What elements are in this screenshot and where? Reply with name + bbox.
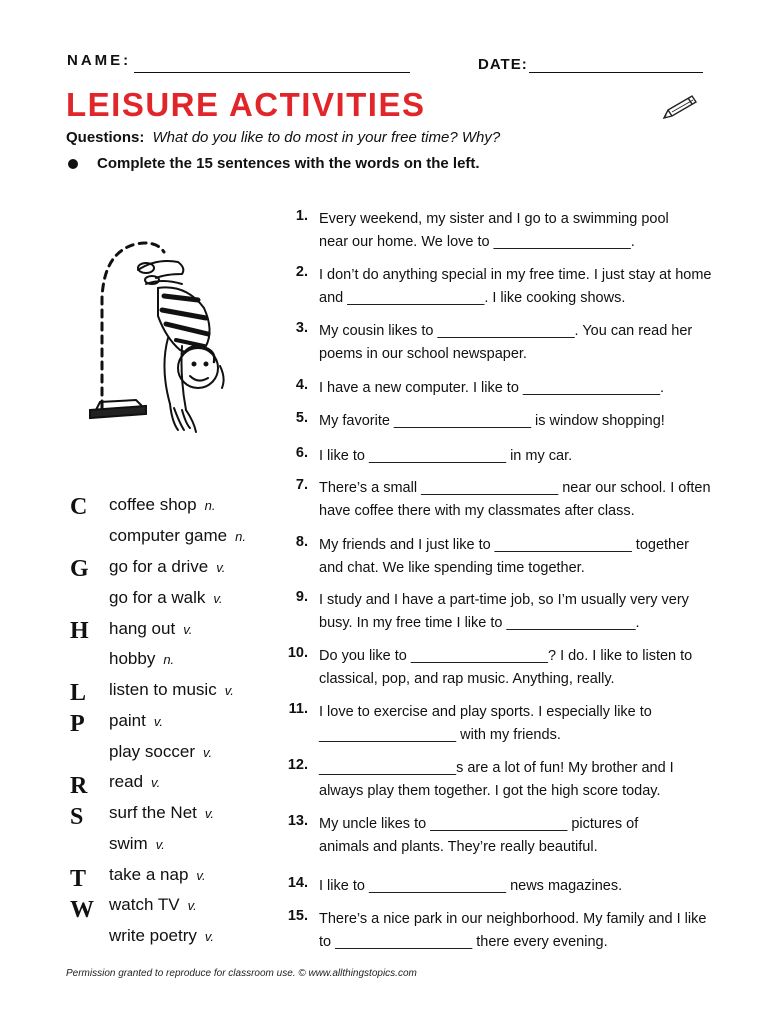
word: write poetry <box>109 926 197 945</box>
sentence-text: I study and I have a part-time job, so I’m usually very very busy. In my free time I like to ________________. <box>319 592 689 631</box>
sentence-text: Do you like to _________________? I do. I like to listen to classical, pop, and rap music. Anything, really. <box>319 648 693 687</box>
sentence-text: I like to _________________ in my car. <box>319 448 573 464</box>
part-of-speech: n. <box>163 652 175 667</box>
word-bank-item <box>109 895 197 915</box>
sentence-text: Every weekend, my sister and I go to a swimming pool near our home. We love to _________________. <box>319 211 669 250</box>
index-letter: T <box>70 866 87 892</box>
page-title: LEISURE ACTIVITIES <box>66 86 426 123</box>
word-bank-item <box>109 865 206 885</box>
name-label: NAME: <box>67 52 132 69</box>
footer-permission: Permission granted to reproduce for classroom use. © www.allthingstopics.com <box>66 968 417 979</box>
word: go for a walk <box>109 588 206 607</box>
part-of-speech: v. <box>204 929 215 944</box>
word: take a nap <box>109 865 189 884</box>
word: go for a drive <box>109 557 209 576</box>
word-bank-item <box>109 742 212 762</box>
questions-text: What do you like to do most in your free time? Why? <box>152 129 501 146</box>
sentence-text: There’s a small _________________ near our school. I often have coffee there with my classmates after class. <box>319 480 711 519</box>
index-letter: W <box>70 897 94 923</box>
sentence-number: 12. <box>287 757 308 773</box>
part-of-speech: v. <box>204 806 215 821</box>
part-of-speech: n. <box>204 498 216 513</box>
word-bank-item <box>109 495 215 515</box>
sentence-number: 2. <box>295 264 308 280</box>
sentence-number: 3. <box>295 320 308 336</box>
sentence-number: 15. <box>287 908 308 924</box>
word-bank-item <box>109 619 192 639</box>
sentence-number: 11. <box>288 701 308 717</box>
sentence-number: 7. <box>295 477 308 493</box>
date-label: DATE: <box>478 56 528 73</box>
word-bank-item <box>109 834 165 854</box>
sentence-text: I love to exercise and play sports. I especially like to _________________ with my friends. <box>319 704 652 743</box>
part-of-speech: v. <box>151 775 161 790</box>
word-bank-item <box>109 926 214 946</box>
word-bank-item <box>109 772 160 792</box>
diving-boy-illustration <box>86 238 236 448</box>
word-bank-item <box>109 803 214 823</box>
word-bank-item <box>109 588 223 608</box>
word-bank-item <box>109 649 174 669</box>
part-of-speech: v. <box>196 868 206 883</box>
sentence-text: My friends and I just like to _________________ together and chat. We like spending time together. <box>319 537 690 576</box>
sentence-number: 1. <box>295 208 308 224</box>
index-letter: L <box>70 680 87 706</box>
index-letter: P <box>70 711 85 737</box>
part-of-speech: v. <box>213 591 223 606</box>
sentence-number: 10. <box>287 645 308 661</box>
word-bank-item <box>109 680 234 700</box>
word: read <box>109 772 144 791</box>
sentence-text: My uncle likes to _________________ pictures of animals and plants. They’re really beautiful. <box>319 816 639 855</box>
name-field-line[interactable] <box>134 72 410 73</box>
part-of-speech: v. <box>187 898 197 913</box>
sentence-text: My favorite _________________ is window shopping! <box>319 413 665 429</box>
sentence-number: 14. <box>287 875 308 891</box>
index-letter: C <box>70 494 88 520</box>
word: surf the Net <box>109 803 197 822</box>
sentence-text: My cousin likes to _________________. You can read her poems in our school newspaper. <box>319 323 693 362</box>
sentence-number: 6. <box>295 445 308 461</box>
sentence-number: 9. <box>295 589 308 605</box>
part-of-speech: n. <box>235 529 246 544</box>
part-of-speech: v. <box>216 560 226 575</box>
word: computer game <box>109 526 228 545</box>
sentence-number: 4. <box>295 377 308 393</box>
word: watch TV <box>109 895 180 914</box>
word-bank-item <box>109 557 225 577</box>
word: hobby <box>109 649 156 668</box>
part-of-speech: v. <box>183 622 193 637</box>
part-of-speech: v. <box>153 714 164 729</box>
sentence-text: I have a new computer. I like to _________________. <box>319 380 665 396</box>
sentence-number: 13. <box>287 813 308 829</box>
word: listen to music <box>109 680 217 699</box>
word: swim <box>109 834 148 853</box>
index-letter: G <box>70 556 89 582</box>
word-bank-item <box>109 711 163 731</box>
questions-label: Questions: <box>66 129 145 146</box>
bullet-icon <box>68 159 78 169</box>
sentence-text: I like to _________________ news magazines. <box>319 878 623 894</box>
word-bank-item <box>109 526 246 546</box>
sentence-text: There’s a nice park in our neighborhood. My family and I like to _________________ there every evening. <box>319 911 707 950</box>
word: paint <box>109 711 146 730</box>
index-letter: R <box>70 773 88 799</box>
sentence-number: 5. <box>295 410 308 426</box>
part-of-speech: v. <box>202 745 213 760</box>
word: play soccer <box>109 742 195 761</box>
questions-line <box>66 129 500 146</box>
part-of-speech: v. <box>224 683 234 698</box>
sentence-text: I don’t do anything special in my free time. I just stay at home and _________________. I like cooking shows. <box>319 267 712 306</box>
instruction-text: Complete the 15 sentences with the words on the left. <box>97 155 480 172</box>
word: coffee shop <box>109 495 197 514</box>
sentence-number: 8. <box>295 534 308 550</box>
index-letter: S <box>70 804 84 830</box>
date-field-line[interactable] <box>529 72 703 73</box>
pencil-icon <box>660 92 700 122</box>
word: hang out <box>109 619 176 638</box>
part-of-speech: v. <box>155 837 165 852</box>
index-letter: H <box>70 618 89 644</box>
sentence-text: _________________s are a lot of fun! My brother and I always play them together. I got the high score today. <box>319 760 674 799</box>
